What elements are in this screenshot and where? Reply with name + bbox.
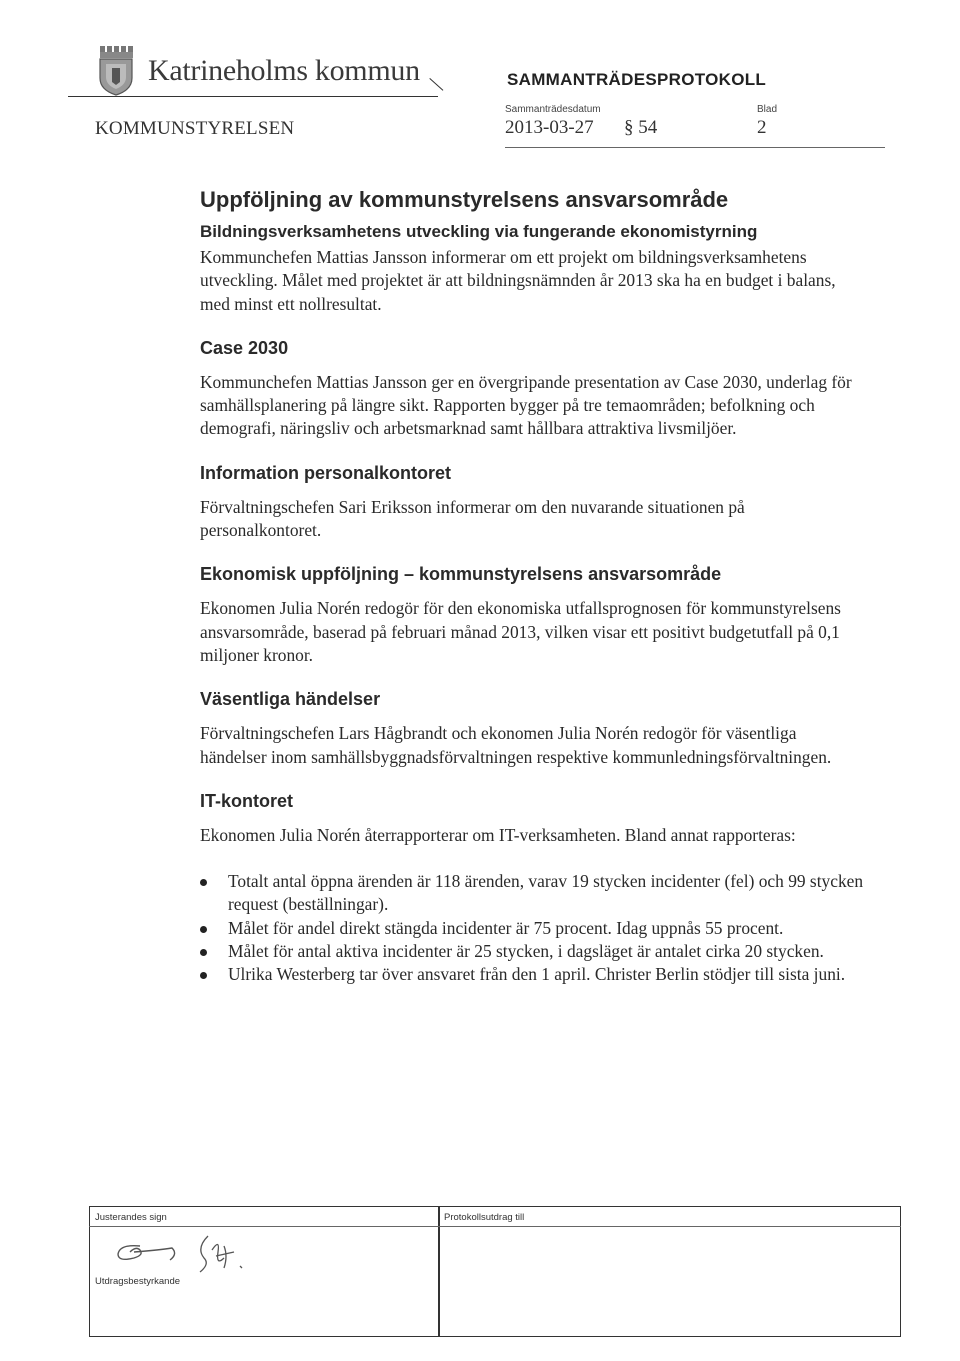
bullet-icon (200, 972, 207, 979)
page-subtitle: Bildningsverksamhetens utveckling via fungerande ekonomistyrning (200, 222, 758, 241)
section-heading: Information personalkontoret (200, 462, 452, 483)
list-item (200, 870, 865, 917)
list-item-text: Målet för andel direkt stängda incidenter är 75 procent. Idag uppnås 55 procent. (228, 917, 784, 938)
page-label: Blad (757, 104, 778, 115)
protokollsutdrag-label: Protokollsutdrag till (444, 1212, 525, 1223)
section-vasentliga-handelser (200, 687, 865, 769)
section-heading: Väsentliga händelser (200, 689, 381, 710)
list-item (200, 917, 865, 940)
section-text: Förvaltningschefen Lars Hågbrandt och ekonomen Julia Norén redogör för väsentliga händelser inom samhällsbyggnadsförvaltningen respektive kommunledningsförvaltningen. (200, 723, 832, 767)
document-type: SAMMANTRÄDESPROTOKOLL (507, 70, 767, 89)
date-label: Sammanträdesdatum (505, 104, 601, 115)
section-text: Förvaltningschefen Sari Eriksson informerar om den nuvarande situationen på personalkontoret. (200, 496, 745, 541)
brand-name: Katrineholms kommun (148, 54, 420, 87)
page-number: 2 (757, 117, 767, 138)
header-rule (505, 147, 885, 148)
section-personalkontoret (200, 461, 865, 543)
list-item (200, 940, 865, 963)
organization-name: KOMMUNSTYRELSEN (95, 118, 295, 139)
section-it-kontoret (200, 789, 865, 987)
municipality-crest-icon (98, 44, 134, 96)
main-section (200, 186, 865, 316)
utdragsbestyrkande-label: Utdragsbestyrkande (95, 1276, 181, 1287)
signature-box-header-line (89, 1226, 901, 1227)
section-ekonomisk-uppfoljning (200, 562, 865, 667)
page-title: Uppföljning av kommunstyrelsens ansvarsområde (200, 187, 729, 212)
bullet-icon (200, 949, 207, 956)
brand-underline (68, 96, 438, 97)
document-body (200, 186, 865, 987)
section-heading: Ekonomisk uppföljning – kommunstyrelsens ansvarsområde (200, 564, 722, 585)
section-heading: Case 2030 (200, 337, 289, 358)
list-item-text: Totalt antal öppna ärenden är 118 ärenden, varav 19 stycken incidenter (fel) och 99 stycken request (beställningar). (228, 871, 864, 915)
list-item-text: Ulrika Westerberg tar över ansvaret från den 1 april. Christer Berlin stödjer till sista juni. (228, 964, 846, 985)
handwritten-signature-icon (100, 1228, 270, 1276)
meeting-date: 2013-03-27 (505, 117, 594, 138)
brand-underline-tail (429, 78, 443, 91)
bullet-icon (200, 926, 207, 933)
section-heading: IT-kontoret (200, 790, 293, 811)
intro-paragraph: Kommunchefen Mattias Jansson informerar om ett projekt om bildningsverksamhetens utveckling. Målet med projektet är att bildningsnämnden år 2013 ska ha en budget i balans, med minst ett nollresultat. (200, 247, 836, 314)
it-bullet-list (200, 870, 865, 986)
section-text: Kommunchefen Mattias Jansson ger en övergripande presentation av Case 2030, underlag för samhällsplanering på längre sikt. Rapporten bygger på tre temaområden; befolkning och demografi, näringsliv och arbetsmarknad samt hållbara attraktiva livsmiljöer. (200, 371, 852, 439)
justerandes-sign-label: Justerandes sign (95, 1212, 167, 1223)
section-case-2030 (200, 336, 865, 441)
list-item (200, 963, 865, 986)
paragraph-number: § 54 (624, 117, 658, 138)
section-text: Ekonomen Julia Norén redogör för den ekonomiska utfallsprognosen för kommunstyrelsens ansvarsområde, baserad på februari månad 2013, vilken visar ett positivt budgetutfall på 0,1 miljoner kronor. (200, 598, 841, 665)
section-text: Ekonomen Julia Norén återrapporterar om IT-verksamheten. Bland annat rapporteras: (200, 824, 796, 845)
list-item-text: Målet för antal aktiva incidenter är 25 stycken, i dagsläget är antalet cirka 20 stycken. (228, 941, 824, 962)
bullet-icon (200, 879, 207, 886)
